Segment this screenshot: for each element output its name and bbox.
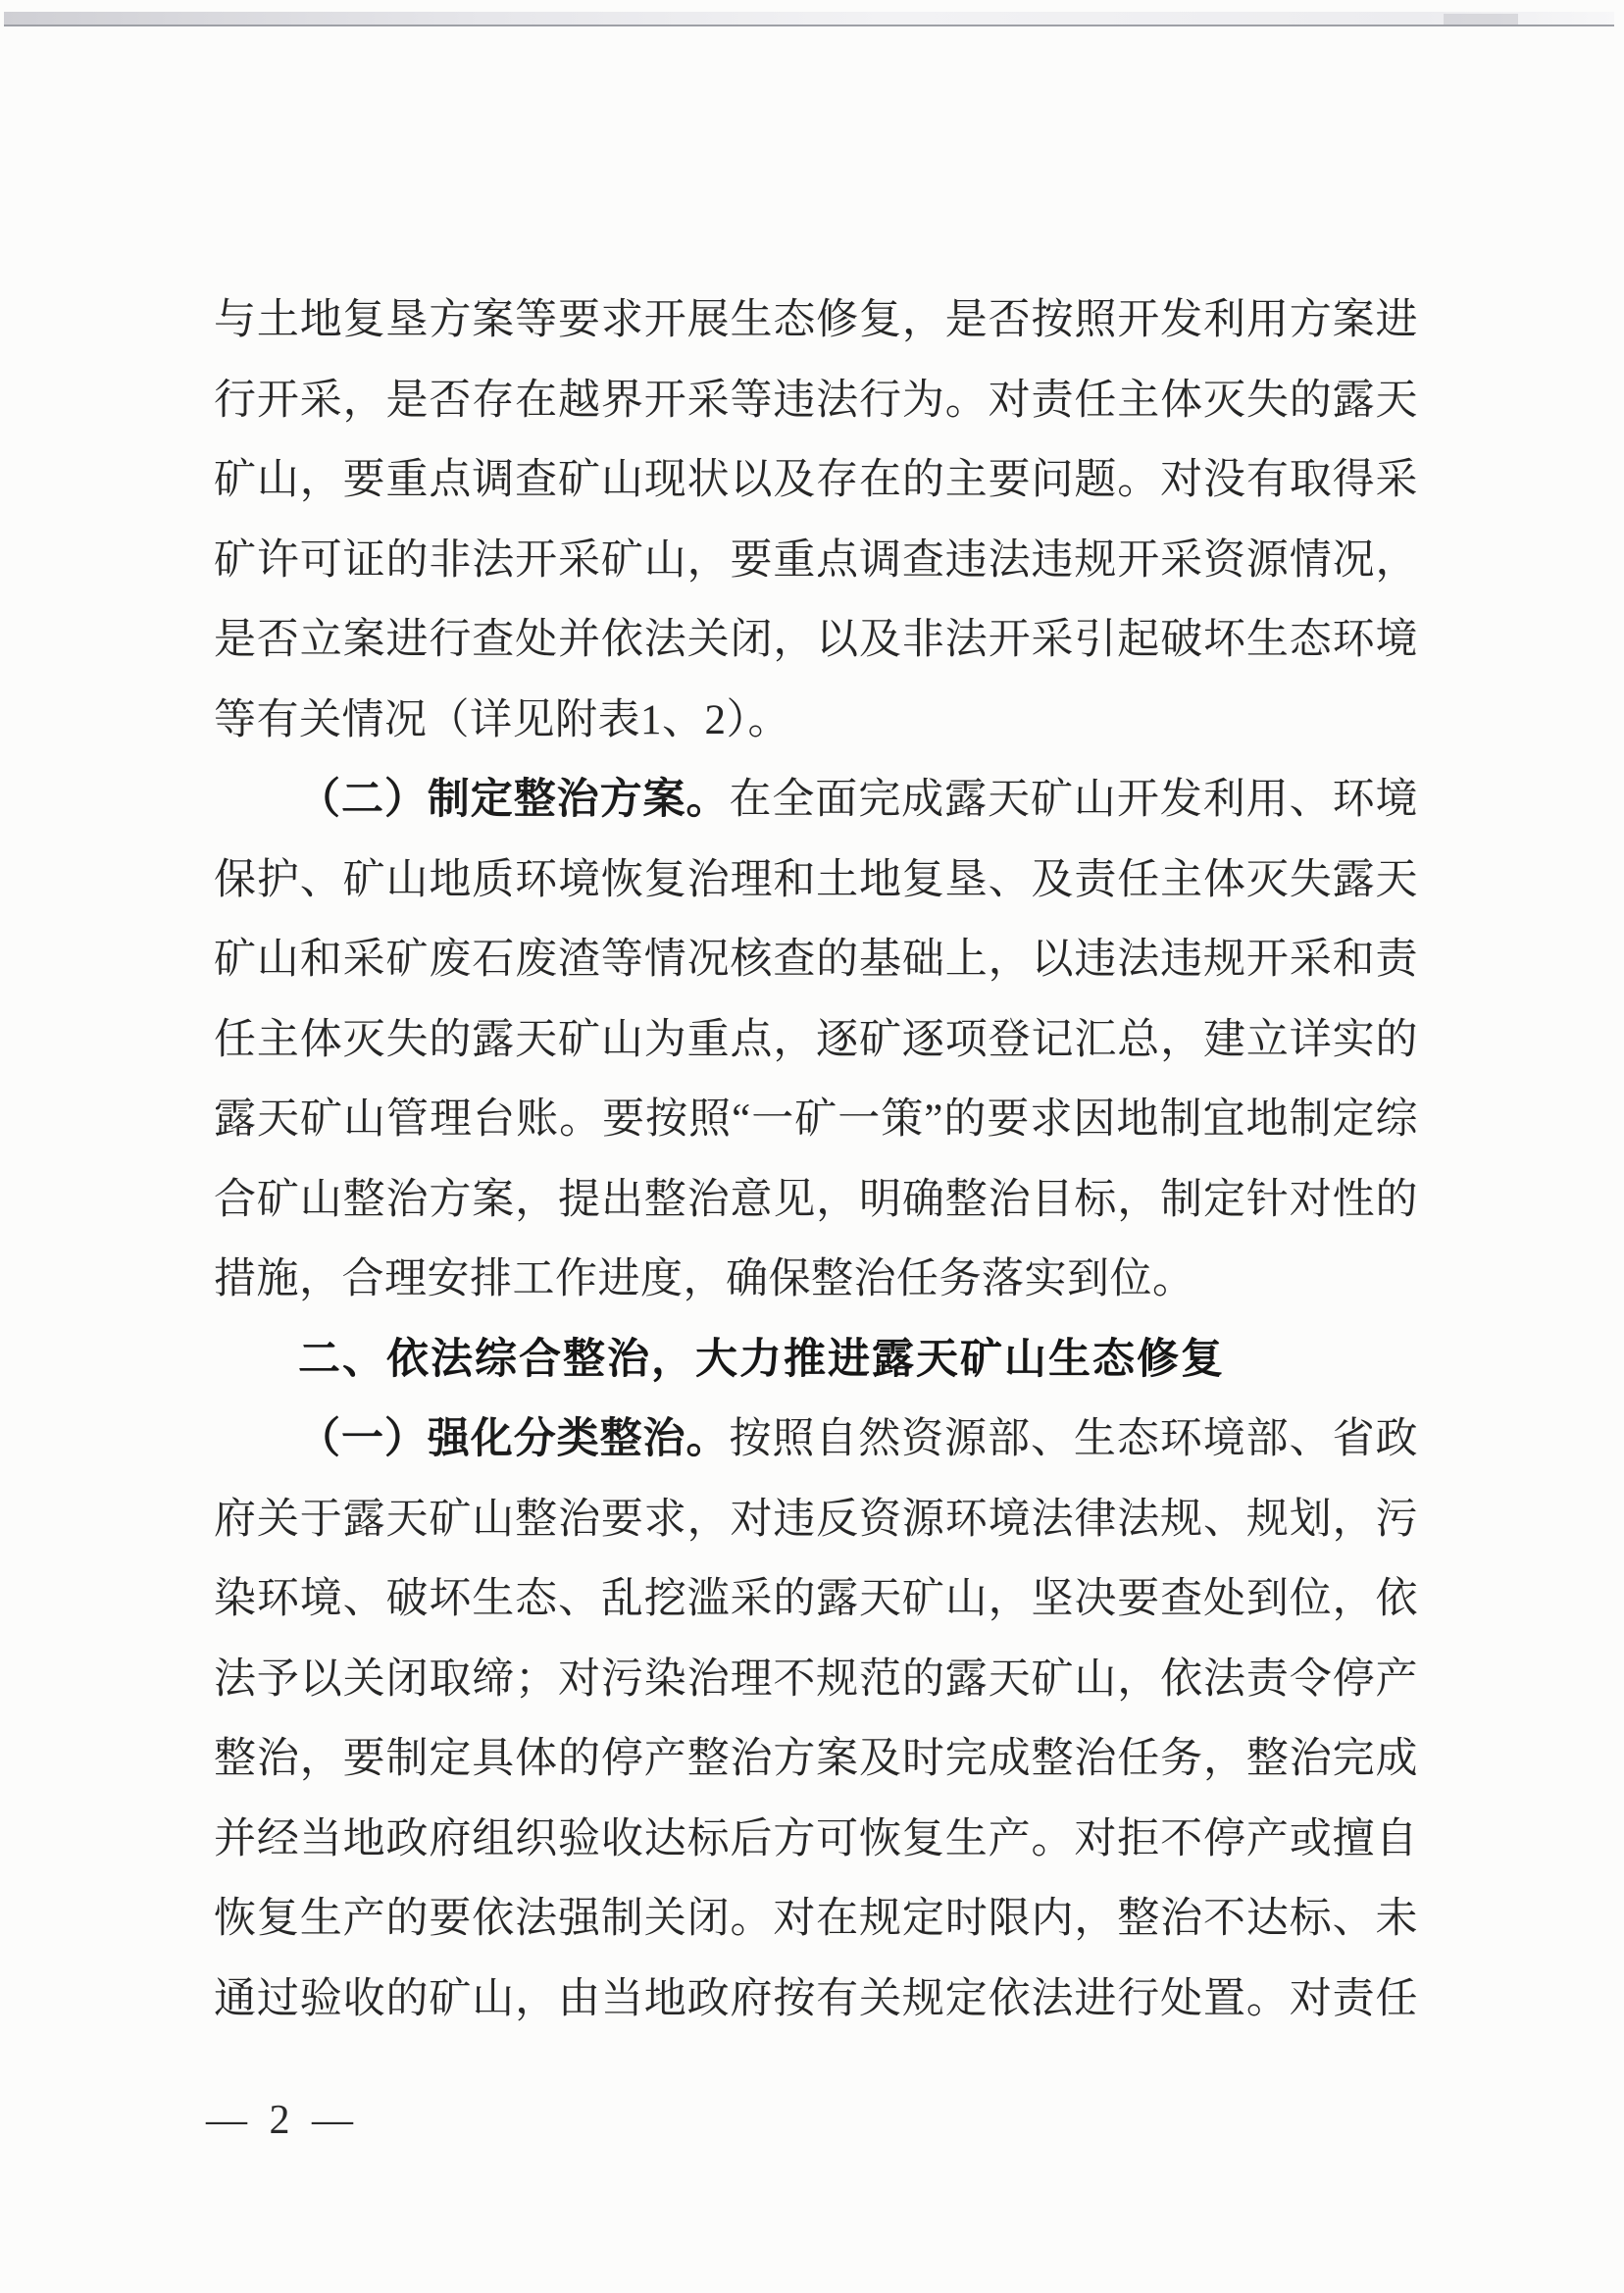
text-line: 整治，要制定具体的停产整治方案及时完成整治任务，整治完成: [214, 1736, 1418, 1782]
text-line: 法予以关闭取缔；对污染治理不规范的露天矿山，依法责令停产: [214, 1656, 1418, 1703]
text-line: 行开采，是否存在越界开采等违法行为。对责任主体灭失的露天: [214, 377, 1418, 424]
paragraph-lead-rest: 在全面完成露天矿山开发利用、环境: [729, 777, 1419, 823]
paragraph-start-line: [214, 760, 1418, 841]
text-line: 露天矿山管理台账。要按照“一矿一策”的要求因地制宜地制定综: [214, 1096, 1418, 1143]
text-line: 并经当地政府组织验收达标后方可恢复生产。对拒不停产或擅自: [214, 1815, 1418, 1862]
text-line: 与土地复垦方案等要求开展生态修复，是否按照开发利用方案进: [214, 297, 1418, 343]
section-heading: 二、依法综合整治，大力推进露天矿山生态修复: [298, 1335, 1225, 1383]
text-line-paragraph-end: 等有关情况（详见附表1、2）。: [214, 696, 790, 743]
text-line: 矿山和采矿废石废渣等情况核查的基础上，以违法违规开采和责: [214, 937, 1418, 983]
paragraph-lead-bold: （二）制定整治方案。: [298, 777, 730, 823]
text-line: 府关于露天矿山整治要求，对违反资源环境法律法规、规划，污: [214, 1496, 1418, 1543]
text-line: 合矿山整治方案，提出整治意见，明确整治目标，制定针对性的: [214, 1176, 1418, 1223]
text-line: 恢复生产的要依法强制关闭。对在规定时限内，整治不达标、未: [214, 1896, 1418, 1942]
document-body: [214, 280, 1418, 2039]
text-line: 保护、矿山地质环境恢复治理和土地复垦、及责任主体灭失露天: [214, 856, 1418, 903]
paragraph-lead-bold: （一）强化分类整治。: [298, 1416, 730, 1462]
page-number: — 2 —: [206, 2098, 359, 2143]
text-line: 任主体灭失的露天矿山为重点，逐矿逐项登记汇总，建立详实的: [214, 1016, 1418, 1063]
paragraph-start-line: [214, 1400, 1418, 1480]
text-line: 通过验收的矿山，由当地政府按有关规定依法进行处置。对责任: [214, 1975, 1418, 2022]
text-line: 矿许可证的非法开采矿山，要重点调查违法违规开采资源情况，: [214, 536, 1418, 584]
paragraph-lead-rest: 按照自然资源部、生态环境部、省政: [729, 1416, 1419, 1462]
scan-artifact-band-dark-tip: [1444, 14, 1518, 25]
text-line-paragraph-end: 措施，合理安排工作进度，确保整治任务落实到位。: [214, 1256, 1195, 1302]
text-line: 是否立案进行查处并依法关闭，以及非法开采引起破坏生态环境: [214, 617, 1418, 663]
text-line: 染环境、破坏生态、乱挖滥采的露天矿山，坚决要查处到位，依: [214, 1576, 1418, 1622]
text-line: 矿山，要重点调查矿山现状以及存在的主要问题。对没有取得采: [214, 457, 1418, 503]
scan-artifact-band: [4, 12, 1614, 26]
